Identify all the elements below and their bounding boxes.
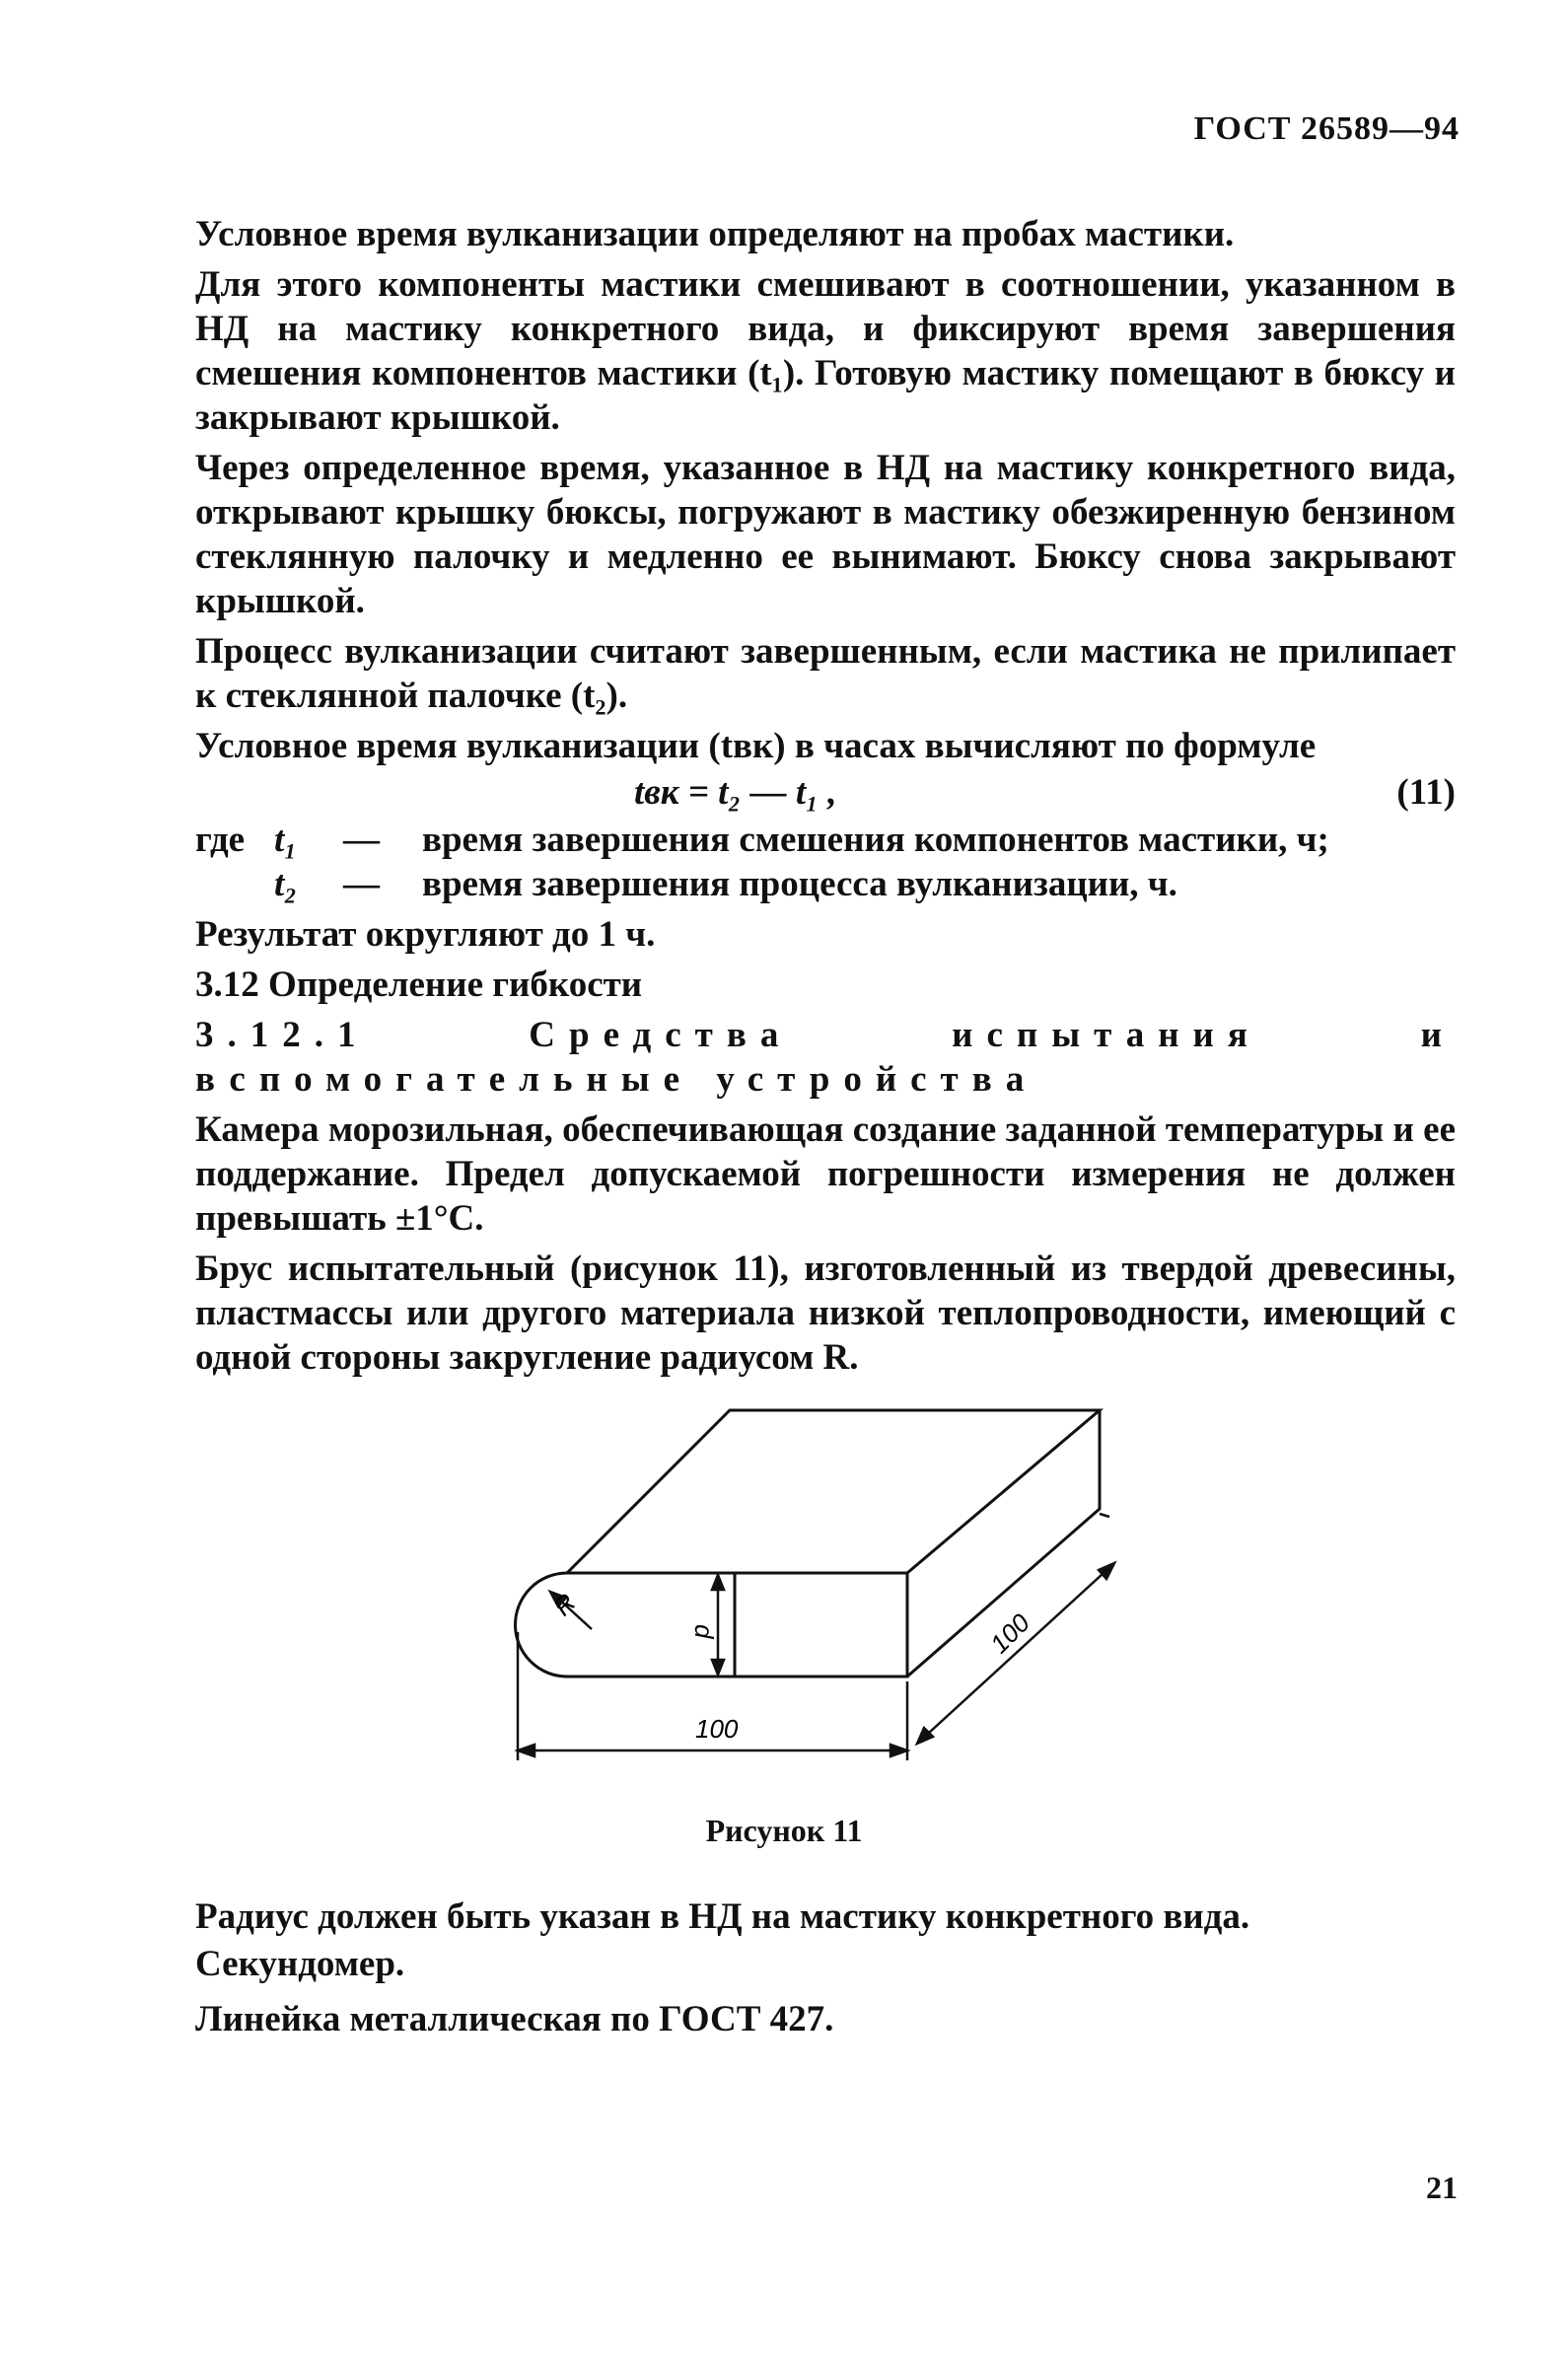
paragraph-brus: Брус испытательный (рисунок 11), изготовленный из твердой древесины, пластмассы или другого материала низкой теплопроводности, имеющий с одной стороны закругление радиусом R.: [195, 1249, 1456, 1378]
paragraph-1: Условное время вулканизации определяют на пробах мастики.: [195, 214, 1235, 254]
paragraph-5: Условное время вулканизации (tвк) в часах вычисляют по формуле: [195, 726, 1317, 766]
where-t1-desc: время завершения смешения компонентов мастики, ч;: [422, 820, 1329, 860]
figure-11-bar-drawing: [493, 1371, 1124, 1785]
where-t2-symbol: t₂: [274, 864, 298, 904]
figure-caption: Рисунок 11: [705, 1813, 863, 1848]
where-lead: где: [195, 820, 246, 860]
bottom-line-1: Радиус должен быть указан в НД на мастику конкретного вида.: [195, 1896, 1250, 1937]
figure-label-d: d: [689, 1624, 719, 1639]
where-t2-desc: время завершения процесса вулканизации, ч.: [422, 864, 1177, 904]
formula-number: (11): [1396, 772, 1456, 813]
paragraph-3: Через определенное время, указанное в НД на мастику конкретного вида, открывают крышку бюксы, погружают в мастику обезжиренную бензином стеклянную палочку и медленно ее вынимают. Бюксу снова закрывают крышкой.: [195, 448, 1456, 621]
bottom-text: [195, 1893, 1456, 2043]
figure-label-depth: 100: [984, 1607, 1035, 1660]
paragraph-camera: Камера морозильная, обеспечивающая создание заданной температуры и ее поддержание. Предел допускаемой погрешности измерения не должен превышать ±1°С.: [195, 1109, 1456, 1239]
bottom-line-2: Секундомер.: [195, 1944, 405, 1984]
document-header: ГОСТ 26589—94: [1193, 110, 1460, 147]
figure-label-R: R: [547, 1587, 582, 1622]
where-t1-symbol: t₁: [274, 820, 298, 860]
where-t2: [195, 862, 1456, 906]
body-text: [195, 212, 1456, 1380]
formula: tвк = t₂ — t₁ ,: [634, 772, 837, 813]
section-3-12-1: 3.12.1 Средства испытания и вспомогательные устройства: [195, 1015, 1456, 1100]
paragraph-2: Для этого компоненты мастики смешивают в соотношении, указанном в НД на мастику конкретного вида, и фиксируют время завершения смешения компонентов мастики (t₁). Готовую мастику помещают в бюксу и закрывают крышкой.: [195, 264, 1456, 438]
where-t1: [195, 818, 1456, 862]
paragraph-4: Процесс вулканизации считают завершенным, если мастика не прилипает к стеклянной палочке (t₂).: [195, 631, 1456, 716]
figure-label-width: 100: [695, 1714, 739, 1744]
formula-row: [195, 770, 1456, 816]
section-3-12: 3.12 Определение гибкости: [195, 964, 643, 1005]
result-line: Результат округляют до 1 ч.: [195, 914, 656, 955]
bottom-line-3: Линейка металлическая по ГОСТ 427.: [195, 1999, 834, 2039]
where-dash: —: [343, 820, 380, 860]
page-number: 21: [1426, 2170, 1458, 2205]
where-dash: —: [343, 864, 380, 904]
